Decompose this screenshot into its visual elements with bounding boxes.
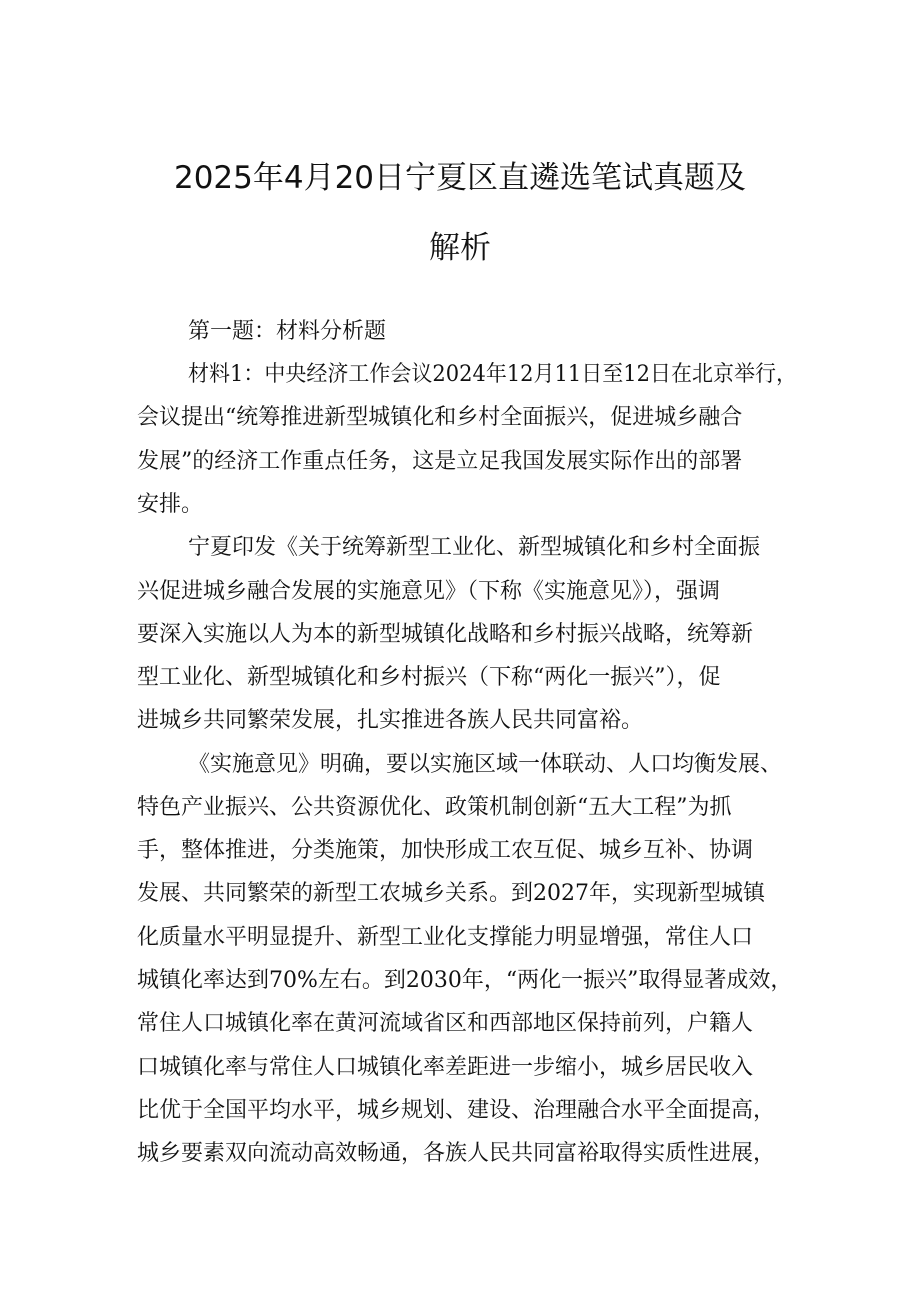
paragraph-3-line-7: 常住人口城镇化率在黄河流域省区和西部地区保持前列，户籍人 [137, 1011, 754, 1036]
paragraph-3-line-1: 《实施意见》明确，要以实施区域一体联动、人口均衡发展、 [188, 752, 783, 777]
paragraph-3-line-10: 城乡要素双向流动高效畅通，各族人民共同富裕取得实质性进展， [137, 1141, 776, 1166]
paragraph-3-line-4: 发展、共同繁荣的新型工农城乡关系。到2027年，实现新型城镇 [137, 881, 765, 906]
paragraph-3-line-9: 比优于全国平均水平，城乡规划、建设、治理融合水平全面提高， [137, 1098, 776, 1123]
document-title-line-1: 2025年4月20日宁夏区直遴选笔试真题及 [173, 160, 747, 196]
paragraph-3-line-5: 化质量水平明显提升、新型工业化支撑能力明显增强，常住人口 [137, 925, 754, 950]
paragraph-2-line-4: 型工业化、新型城镇化和乡村振兴（下称“两化一振兴”），促 [137, 665, 721, 690]
document-title-line-2: 解析 [429, 230, 491, 266]
paragraph-3-line-8: 口城镇化率与常住人口城镇化率差距进一步缩小，城乡居民收入 [137, 1055, 754, 1080]
paragraph-1-line-3: 发展”的经济工作重点任务，这是立足我国发展实际作出的部署 [137, 449, 743, 474]
paragraph-2-line-3: 要深入实施以人为本的新型城镇化战略和乡村振兴战略，统筹新 [137, 622, 754, 647]
section-heading: 第一题：材料分析题 [188, 319, 387, 344]
paragraph-1-line-1: 材料1：中央经济工作会议2024年12月11日至12日在北京举行， [188, 362, 798, 387]
paragraph-3-line-3: 手，整体推进，分类施策，加快形成工农互促、城乡互补、协调 [137, 838, 754, 863]
paragraph-2-line-5: 进城乡共同繁荣发展，扎实推进各族人民共同富裕。 [137, 708, 644, 733]
paragraph-1-line-2: 会议提出“统筹推进新型城镇化和乡村全面振兴，促进城乡融合 [137, 405, 743, 430]
paragraph-2-line-2: 兴促进城乡融合发展的实施意见》（下称《实施意见》），强调 [137, 579, 721, 604]
paragraph-2-line-1: 宁夏印发《关于统筹新型工业化、新型城镇化和乡村全面振 [188, 535, 761, 560]
paragraph-3-line-6: 城镇化率达到70%左右。到2030年，“两化一振兴”取得显著成效， [137, 968, 793, 993]
paragraph-1-line-4: 安排。 [137, 492, 204, 517]
paragraph-3-line-2: 特色产业振兴、公共资源优化、政策机制创新“五大工程”为抓 [137, 795, 732, 820]
